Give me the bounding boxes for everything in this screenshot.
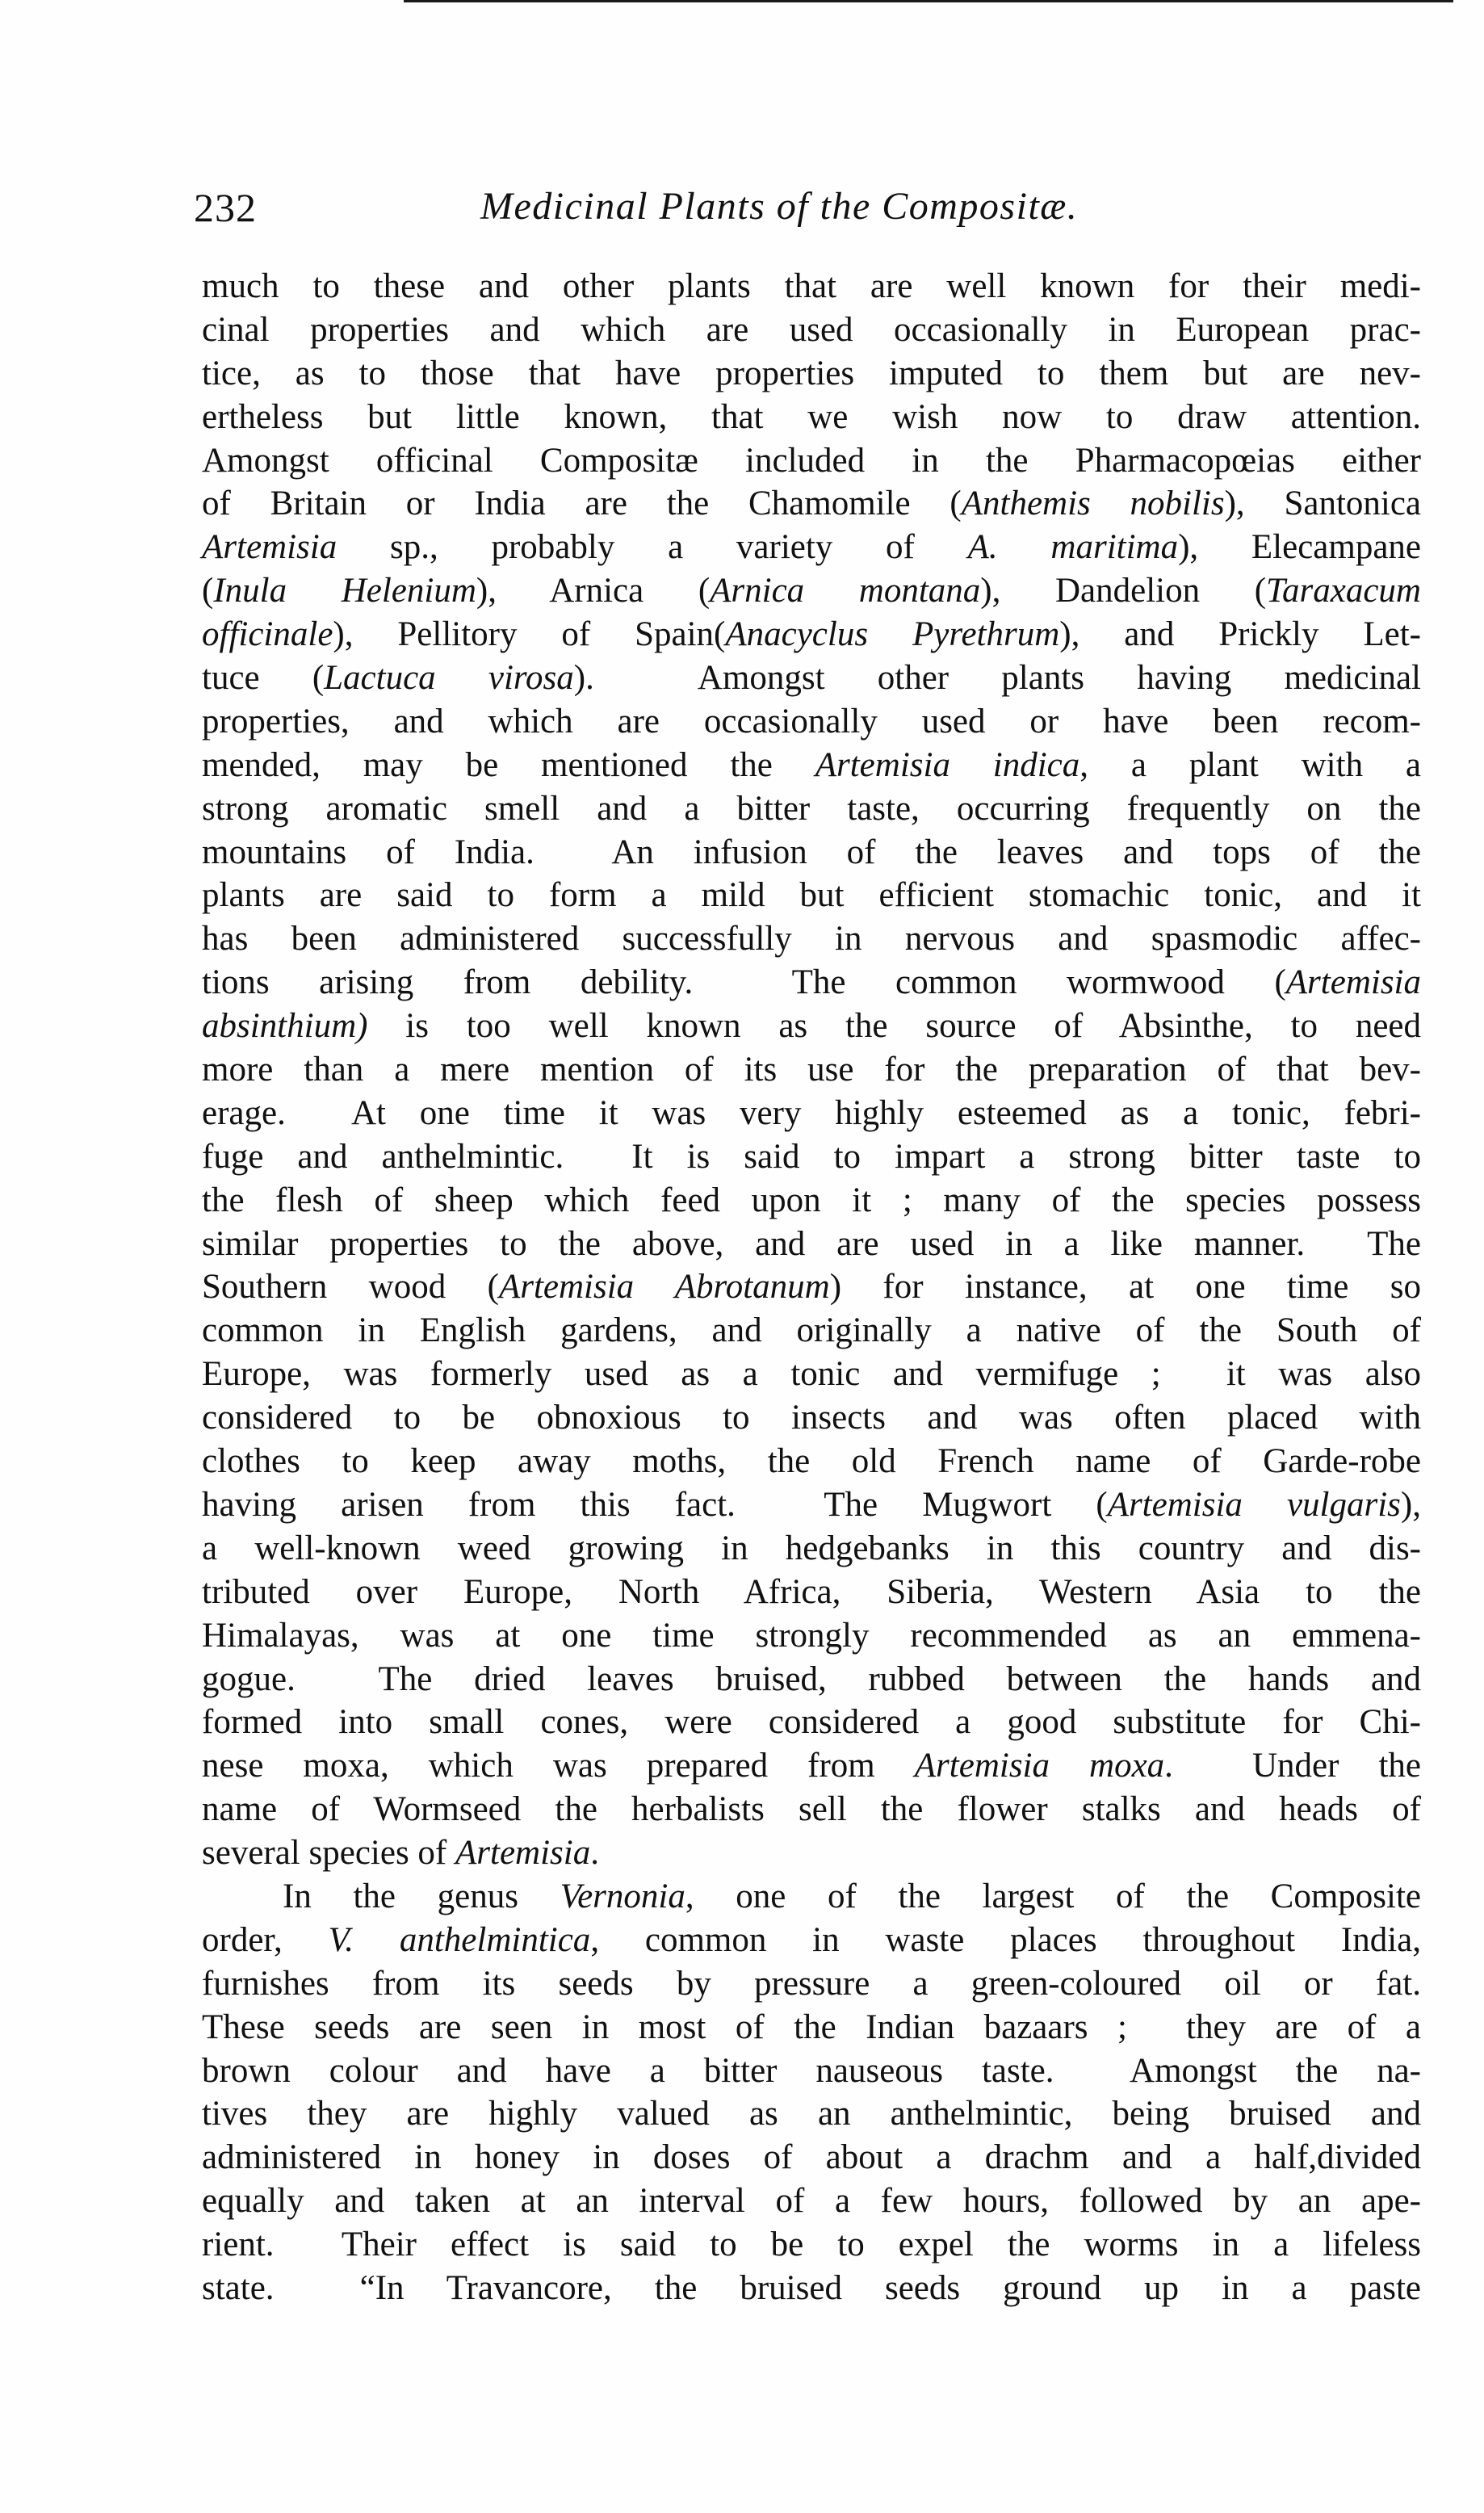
text-line [202,874,1421,917]
text-run: These seeds are seen in most of the Indian bazaars ; they are of a [202,2007,1421,2046]
text-run: brown colour and have a bitter nauseous taste. Amongst the na- [202,2051,1421,2090]
page-header [194,184,1421,241]
running-title: Medicinal Plants of the Compositæ. [480,185,1079,228]
italic-run: Artemisia Abrotanum [498,1268,830,1307]
text-line [202,1135,1421,1179]
text-line [202,1571,1421,1614]
text-run: has been administered successfully in nervous and spasmodic affec- [202,920,1421,959]
italic-run: absinthium) [202,1007,368,1046]
text-run: furnishes from its seeds by pressure a green-coloured oil or fat. [202,1964,1421,2003]
text-run: , common in waste places throughout India, [590,1920,1421,1959]
text-run: plants are said to form a mild but efficient stomachic tonic, and it [202,876,1421,915]
text-run: erage. At one time it was very highly esteemed as a tonic, febri- [202,1093,1421,1132]
text-line [202,1788,1421,1831]
text-run: ertheless but little known, that we wish now to draw attention. [202,397,1421,436]
text-line [202,1440,1421,1483]
italic-run: Artemisia [1285,963,1421,1002]
text-line [202,2267,1421,2310]
text-run: administered in honey in doses of about a drachm and a half,divided [202,2138,1421,2177]
text-line [202,2223,1421,2267]
text-line [202,1744,1421,1788]
text-run: In the genus [283,1877,560,1915]
text-line [202,2049,1421,2093]
text-run: of Britain or India are the Chamomile ( [202,485,962,523]
text-run: order, [202,1920,329,1959]
text-line [202,1962,1421,2006]
text-run: Himalayas, was at one time strongly recommended as an emmena- [202,1616,1421,1655]
text-run: ). Amongst other plants having medicinal [573,659,1421,698]
text-run: is too well known as the source of Absinthe, to need [367,1007,1421,1046]
italic-run: Taraxacum [1266,572,1421,610]
text-line [202,787,1421,831]
text-line [202,1483,1421,1527]
text-line [202,2006,1421,2049]
text-run: rient. Their effect is said to be to expel the worms in a lifeless [202,2226,1421,2264]
text-line [202,1658,1421,1701]
text-run: ), and Prickly Let- [1059,615,1421,654]
text-line [202,1005,1421,1048]
italic-run: Artemisia indica [815,745,1080,784]
text-line [202,744,1421,787]
text-line [202,2136,1421,2179]
text-run: . Under the [1164,1747,1421,1785]
text-line [202,352,1421,396]
text-run: fuge and anthelmintic. It is said to impart a strong bitter taste to [202,1137,1421,1176]
italic-run: Artemisia moxa [914,1747,1165,1785]
text-run: Southern wood ( [202,1268,499,1307]
text-line [202,1919,1421,1962]
italic-run: V. anthelmintica [328,1920,591,1959]
italic-run: Lactuca virosa [324,659,574,698]
text-line [202,308,1421,352]
text-line [202,657,1421,700]
text-line [202,1527,1421,1571]
text-run: considered to be obnoxious to insects and was often placed with [202,1399,1421,1437]
text-run: . [590,1834,599,1873]
text-run: ), Santonica [1224,485,1422,523]
text-run: name of Wormseed the herbalists sell the flower stalks and heads of [202,1790,1421,1829]
text-run: having arisen from this fact. The Mugwort ( [202,1485,1108,1524]
top-rule [404,0,1453,2]
text-run: a well-known weed growing in hedgebanks in this country and dis- [202,1529,1421,1567]
text-line [202,526,1421,569]
text-run: common in English gardens, and originally a native of the South of [202,1311,1421,1350]
text-run: ), Pellitory of Spain( [333,615,726,654]
text-line [202,1353,1421,1396]
text-line [202,961,1421,1005]
text-line [202,1048,1421,1092]
text-run: state. “In Travancore, the bruised seeds ground up in a paste [202,2268,1421,2307]
text-line [202,265,1421,308]
text-run: ) for instance, at one time so [829,1268,1421,1307]
text-line [202,396,1421,439]
text-run: mountains of India. An infusion of the leaves and tops of the [202,833,1421,871]
text-run: more than a mere mention of its use for the preparation of that bev- [202,1051,1421,1089]
body-text [202,265,1421,2310]
text-line [202,700,1421,744]
text-line [202,439,1421,483]
italic-run: Inula Helenium [213,572,476,610]
text-line [202,1092,1421,1135]
text-run: tributed over Europe, North Africa, Siberia, Western Asia to the [202,1572,1421,1611]
italic-run: Anthemis nobilis [961,485,1225,523]
text-run: tuce ( [202,659,325,698]
text-run: gogue. The dried leaves bruised, rubbed between the hands and [202,1659,1421,1698]
text-line [202,1614,1421,1658]
text-run: several species of [202,1834,455,1873]
text-run: similar properties to the above, and are used in a like manner. The [202,1224,1421,1263]
text-run: ), Dandelion ( [980,572,1267,610]
text-run: equally and taken at an interval of a few hours, followed by an ape- [202,2182,1421,2221]
italic-run: Anacyclus Pyrethrum [725,615,1060,654]
text-run: nese moxa, which was prepared from [202,1747,915,1785]
italic-run: Artemisia [202,528,337,567]
text-run: ), [1400,1485,1421,1524]
text-run: tives they are highly valued as an anthelmintic, being bruised and [202,2095,1421,2133]
text-run: Amongst officinal Compositæ included in the Pharmacopœias either [202,441,1421,480]
page-number: 232 [194,185,257,230]
text-line [202,2092,1421,2136]
text-run: tions arising from debility. The common wormwood ( [202,963,1286,1002]
text-run: , a plant with a [1079,745,1421,784]
text-line [202,1265,1421,1309]
text-run: ( [202,572,214,610]
italic-run: Artemisia vulgaris [1107,1485,1401,1524]
text-run: clothes to keep away moths, the old French name of Garde-robe [202,1442,1421,1481]
text-line [202,2179,1421,2223]
italic-run: A. maritima [967,528,1179,567]
text-line [202,917,1421,961]
text-run: properties, and which are occasionally used or have been recom- [202,702,1421,740]
italic-run: Vernonia [560,1877,685,1915]
text-run: , one of the largest of the Composite [685,1877,1421,1915]
text-line [202,1701,1421,1744]
text-line [202,1223,1421,1266]
text-run: sp., probably a variety of [337,528,968,567]
text-line [202,1875,1421,1919]
italic-run: officinale [202,615,333,654]
text-run: much to these and other plants that are well known for their medi- [202,267,1421,305]
text-run: strong aromatic smell and a bitter taste, occurring frequently on the [202,789,1421,828]
text-line [202,1309,1421,1353]
text-line [202,1179,1421,1223]
italic-run: Artemisia [455,1834,591,1873]
text-run: tice, as to those that have properties imputed to them but are nev- [202,354,1421,392]
text-line [202,831,1421,875]
text-run: ), Arnica ( [476,572,711,610]
text-run: the flesh of sheep which feed upon it ; many of the species possess [202,1181,1421,1219]
text-line [202,1396,1421,1440]
text-line [202,613,1421,657]
text-run: formed into small cones, were considered a good substitute for Chi- [202,1703,1421,1742]
text-run: Europe, was formerly used as a tonic and vermifuge ; it was also [202,1355,1421,1394]
text-run: ), Elecampane [1178,528,1422,567]
text-run: cinal properties and which are used occasionally in European prac- [202,310,1421,349]
text-line [202,569,1421,613]
text-line [202,1831,1421,1875]
italic-run: Arnica montana [710,572,981,610]
text-line [202,482,1421,526]
text-run: mended, may be mentioned the [202,745,815,784]
